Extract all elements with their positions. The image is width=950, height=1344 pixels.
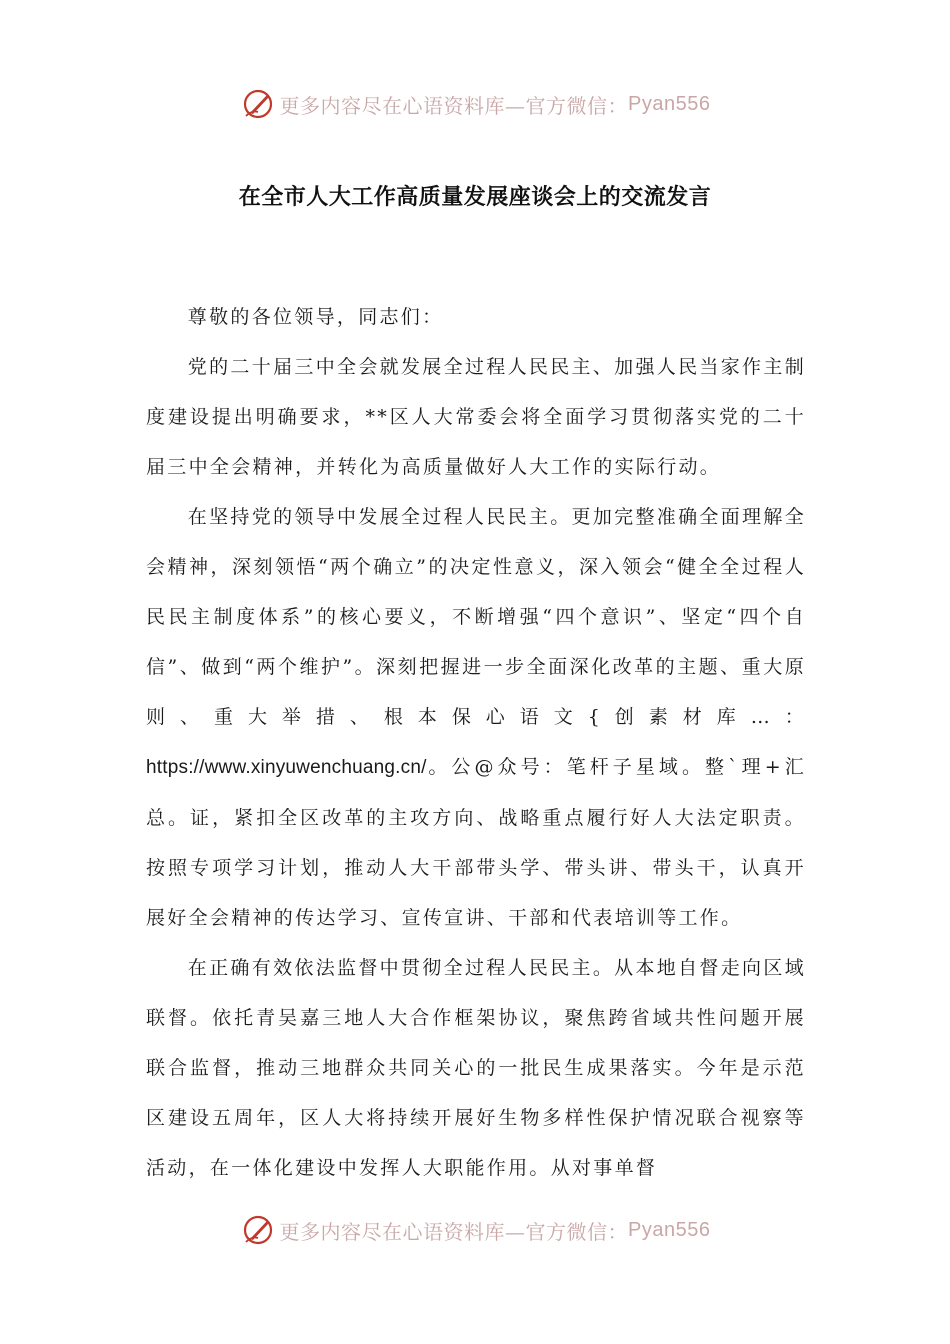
- document-title: 在全市人大工作高质量发展座谈会上的交流发言: [238, 185, 712, 210]
- footer-watermark: [0, 1210, 950, 1250]
- paragraph-2-text: 在坚持党的领导中发展全过程人民民主。更加完整准确全面理解全会精神，深刻领悟“两个确立”的决定性意义，深入领会“健全全过程人民民主制度体系”的核心要义，不断增强“四个意识”、坚定“四个自信”、做到“两个维护”。深刻把握进一步全面深化改革的主题、重大原则、重大举措、根本保心语文{创素材库…：: [146, 506, 806, 728]
- header-watermark: [0, 84, 950, 124]
- document-body: [146, 292, 806, 1193]
- paragraph-1: 党的二十届三中全会就发展全过程人民民主、加强人民当家作主制度建设提出明确要求，**区人大常委会将全面学习贯彻落实党的二十届三中全会精神，并转化为高质量做好人大工作的实际行动。: [146, 356, 806, 478]
- website-link[interactable]: https://www.xinyuwenchuang.cn/: [146, 757, 427, 778]
- paragraph-2-cont: 。公@众号：笔杆子星域。整`理+汇总。证，紧扣全区改革的主攻方向、战略重点履行好人大法定职责。按照专项学习计划，推动人大干部带头学、带头讲、带头干，认真开展好全会精神的传达学习、宣传宣讲、干部和代表培训等工作。: [146, 756, 806, 929]
- watermark-text: 更多内容尽在心语资料库—官方微信：: [279, 93, 629, 118]
- watermark-text: 更多内容尽在心语资料库—官方微信：: [279, 1219, 629, 1244]
- paragraph-2: [146, 492, 806, 943]
- quill-pen-circle-icon: [240, 1212, 276, 1248]
- quill-pen-circle-icon: [240, 86, 276, 122]
- greeting: 尊敬的各位领导，同志们：: [187, 306, 444, 328]
- watermark-wechat: Pyan556: [628, 1218, 711, 1241]
- watermark-wechat: Pyan556: [628, 92, 711, 115]
- paragraph-3: 在正确有效依法监督中贯彻全过程人民民主。从本地自督走向区域联督。依托青吴嘉三地人大合作框架协议，聚焦跨省域共性问题开展联合监督，推动三地群众共同关心的一批民生成果落实。今年是示范区建设五周年，区人大将持续开展好生物多样性保护情况联合视察等活动，在一体化建设中发挥人大职能作用。从对事单督: [146, 957, 806, 1179]
